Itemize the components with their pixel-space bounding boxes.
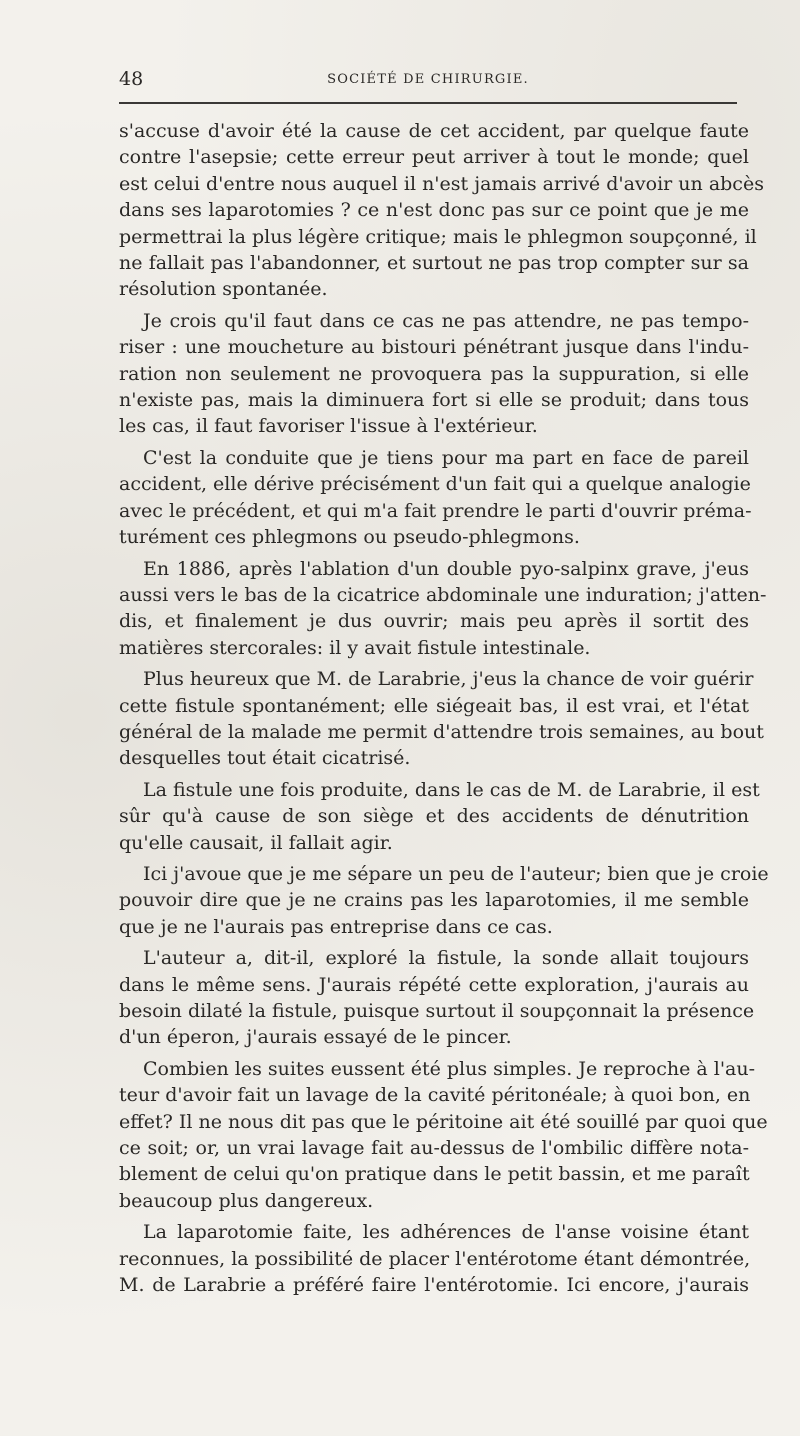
text-line: avec le précédent, et qui m'a fait prendre le parti d'ouvrir préma- <box>119 499 752 522</box>
text-line: riser : une moucheture au bistouri pénétrant jusque dans l'indu- <box>119 336 749 359</box>
text-line: aussi vers le bas de la cicatrice abdominale une induration; j'atten- <box>119 583 767 606</box>
text-line: Je crois qu'il faut dans ce cas ne pas attendre, ne pas tempo- <box>143 309 749 332</box>
text-line: permettrai la plus légère critique; mais le phlegmon soupçonné, il <box>119 225 757 248</box>
text-line: général de la malade me permit d'attendre trois semaines, au bout <box>119 720 764 743</box>
text-line: matières stercorales: il y avait fistule intestinale. <box>119 636 591 659</box>
paragraph <box>119 308 749 440</box>
running-head: SOCIÉTÉ DE CHIRURGIE. <box>327 72 529 87</box>
header-rule <box>119 102 737 104</box>
text-line: n'existe pas, mais la diminuera fort si elle se produit; dans tous <box>119 389 749 412</box>
text-line: sûr qu'à cause de son siège et des accidents de dénutrition <box>119 805 749 828</box>
paragraph <box>119 945 755 1051</box>
text-line: turément ces phlegmons ou pseudo-phlegmons. <box>119 526 580 549</box>
text-line: dans ses laparotomies ? ce n'est donc pas sur ce point que je me <box>119 199 749 222</box>
body-text <box>119 118 769 1303</box>
text-line: est celui d'entre nous auquel il n'est jamais arrivé d'avoir un abcès <box>119 172 764 195</box>
text-line: Ici j'avoue que je me sépare un peu de l'auteur; bien que je croie <box>143 862 769 885</box>
text-line: qu'elle causait, il fallait agir. <box>119 831 393 854</box>
text-line: contre l'asepsie; cette erreur peut arriver à tout le monde; quel <box>119 146 749 169</box>
text-line: dans le même sens. J'aurais répété cette exploration, j'aurais au <box>119 973 749 996</box>
text-line: ne fallait pas l'abandonner, et surtout ne pas trop compter sur sa <box>119 252 749 275</box>
paragraph <box>119 445 752 551</box>
text-line: beaucoup plus dangereux. <box>119 1189 374 1212</box>
text-line: s'accuse d'avoir été la cause de cet accident, par quelque faute <box>119 120 749 142</box>
text-line: effet? Il ne nous dit pas que le péritoine ait été souillé par quoi que <box>119 1110 768 1133</box>
text-line: besoin dilaté la fistule, puisque surtout il soupçonnait la présence <box>119 1000 755 1022</box>
paragraph <box>119 777 760 856</box>
text-line: cette fistule spontanément; elle siégeait bas, il est vrai, et l'état <box>119 694 749 717</box>
page-number: 48 <box>119 68 144 90</box>
text-line: blement de celui qu'on pratique dans le petit bassin, et me paraît <box>119 1163 750 1186</box>
text-line: résolution spontanée. <box>119 278 328 301</box>
text-line: Plus heureux que M. de Larabrie, j'eus la chance de voir guérir <box>143 668 754 691</box>
text-line: que je ne l'aurais pas entreprise dans ce cas. <box>119 915 553 938</box>
text-line: reconnues, la possibilité de placer l'entérotome étant démontrée, <box>119 1247 751 1270</box>
paragraph <box>119 1056 768 1214</box>
text-line: En 1886, après l'ablation d'un double pyo-salpinx grave, j'eus <box>143 557 749 580</box>
text-line: C'est la conduite que je tiens pour ma part en face de pareil <box>143 446 749 469</box>
text-line: La fistule une fois produite, dans le cas de M. de Larabrie, il est <box>143 778 760 801</box>
text-line: La laparotomie faite, les adhérences de l'anse voisine étant <box>143 1221 749 1244</box>
text-line: L'auteur a, dit-il, exploré la fistule, la sonde allait toujours <box>143 947 749 970</box>
text-line: M. de Larabrie a préféré faire l'entérotomie. Ici encore, j'aurais <box>119 1274 749 1297</box>
page-header <box>119 66 737 92</box>
text-line: teur d'avoir fait un lavage de la cavité péritonéale; à quoi bon, en <box>119 1084 751 1107</box>
text-line: ce soit; or, un vrai lavage fait au-dessus de l'ombilic diffère nota- <box>119 1137 749 1160</box>
text-line: accident, elle dérive précisément d'un fait qui a quelque analogie <box>119 473 751 496</box>
text-line: pouvoir dire que je ne crains pas les laparotomies, il me semble <box>119 889 749 912</box>
paragraph <box>119 556 767 662</box>
text-line: dis, et finalement je dus ouvrir; mais peu après il sortit des <box>119 610 749 633</box>
text-line: Combien les suites eussent été plus simples. Je reproche à l'au- <box>143 1057 756 1080</box>
text-line: d'un éperon, j'aurais essayé de le pincer. <box>119 1026 512 1049</box>
paragraph <box>119 861 769 940</box>
text-line: ration non seulement ne provoquera pas la suppuration, si elle <box>119 362 749 385</box>
paragraph <box>119 666 764 772</box>
paragraph <box>119 118 764 303</box>
paragraph <box>119 1219 749 1298</box>
text-line: desquelles tout était cicatrisé. <box>119 747 411 770</box>
text-line: les cas, il faut favoriser l'issue à l'extérieur. <box>119 415 538 438</box>
